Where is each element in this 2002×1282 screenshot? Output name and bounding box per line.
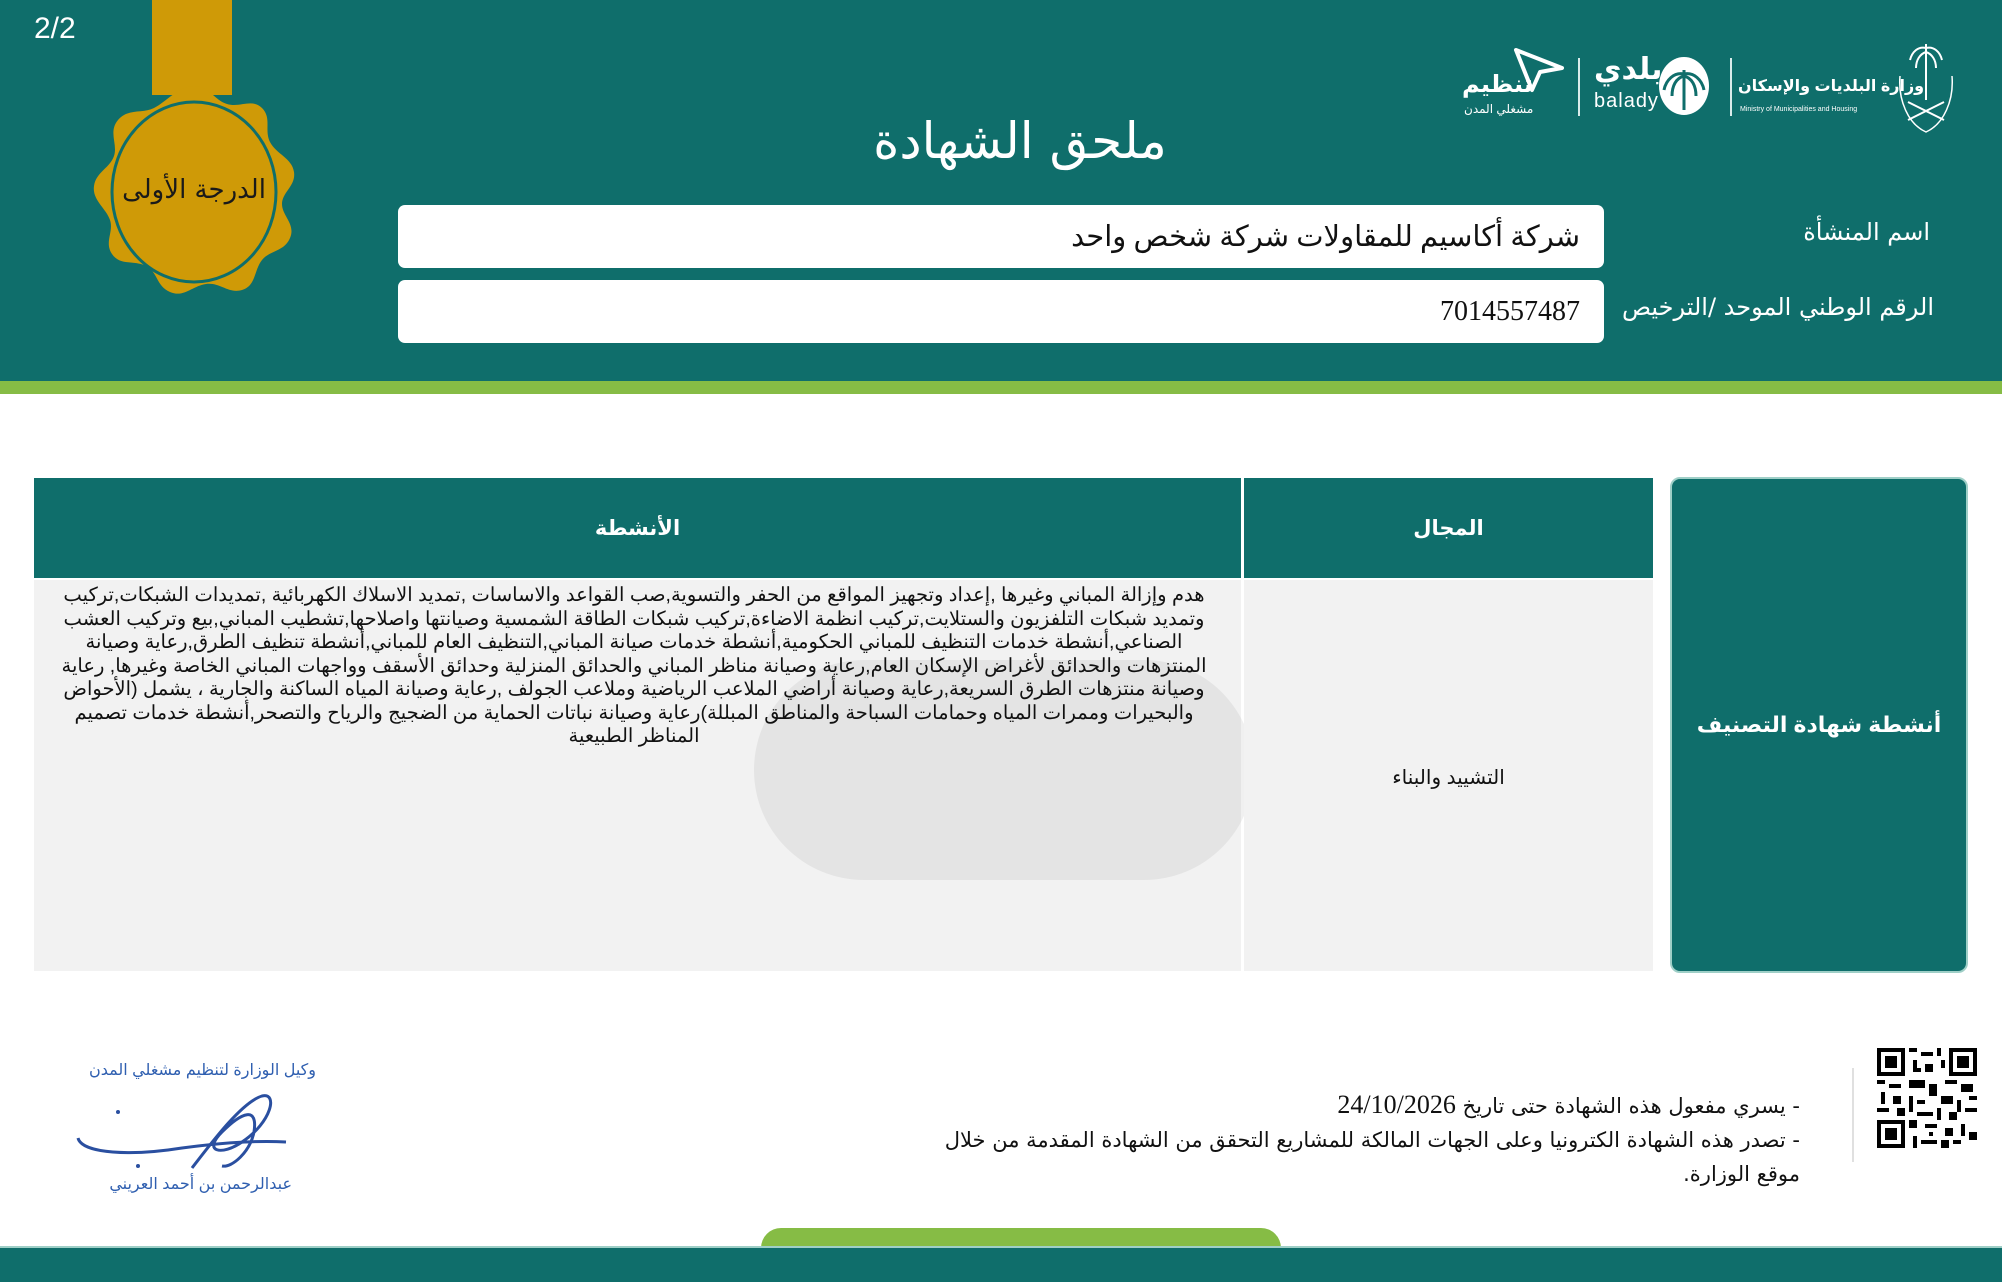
table-row-domain-cell	[1244, 580, 1653, 971]
establishment-name-label: اسم المنشأة	[1803, 218, 1930, 246]
header-logos	[1440, 40, 1960, 140]
table-row	[34, 580, 1241, 971]
establishment-name-field	[398, 205, 1604, 268]
verification-note: - تصدر هذه الشهادة الكترونيا وعلى الجهات المالكة للمشاريع التحقق من الشهادة المقدمة من خلال موقع الوزارة.	[944, 1128, 1800, 1186]
grade-label: الدرجة الأولى	[122, 175, 266, 205]
footer-bar	[0, 1246, 2002, 1282]
page-counter: 2/2	[34, 12, 76, 45]
national-number-field	[398, 280, 1604, 343]
activities-text: هدم وإزالة المباني وغيرها ,إعداد وتجهيز المواقع من الحفر والتسوية,صب القواعد والاساسات ,تمديد الاسلاك الكهربائية ,تمديدات الشبكات,تركيب وتمديد شبكات التلفزيون والستلايت,تركيب انظمة الاضاءة,تركيب شبكات الطاقة الشمسية وصيانتها واصلاحها,تشطيب المباني,بيع وتركيب العشب الصناعي,أنشطة خدمات التنظيف للمباني الحكومية,أنشطة خدمات صيانة المباني,التنظيف العام للمباني,أنشطة تنظيف الطرق,رعاية وصيانة المنتزهات والحدائق لأغراض الإسكان العام,رعاية وصيانة مناظر المباني والحدائق المنزلية وحدائق الأسقف وواجهات المباني الخاصة وغيرها, رعاية وصيانة منتزهات الطرق السريعة,رعاية وصيانة أراضي الملاعب الرياضية وملاعب الجولف ,رعاية وصيانة المياه الساكنة والجارية ، يشمل (الأحواض والبحيرات وممرات المياه وحمامات السباحة والمناطق المبللة)رعاية وصيانة نباتات الحماية من الضجيج والرياح والتصحر,أنشطة خدمات تصميم المناظر الطبيعية	[61, 584, 1207, 747]
domain-text: التشييد والبناء	[1392, 767, 1505, 789]
header-domain: المجال	[1244, 478, 1653, 578]
validity-prefix: - يسري مفعول هذه الشهادة حتى تاريخ	[1462, 1094, 1800, 1118]
validity-note	[900, 1088, 1800, 1123]
ministry-arabic: وزارة البلديات والإسكان	[1738, 78, 1925, 95]
signature-block	[62, 1058, 322, 1208]
certificate-notes	[900, 1088, 1800, 1191]
palm-icon	[1658, 56, 1710, 116]
classification-activities-label: أنشطة شهادة التصنيف	[1696, 712, 1942, 737]
activities-table	[34, 478, 1653, 971]
tanzeem-subtitle: مشغلي المدن	[1464, 102, 1534, 116]
validity-date: 24/10/2026	[1337, 1090, 1456, 1119]
grade-badge	[84, 80, 304, 300]
footer-accent-tab	[761, 1228, 1281, 1248]
qr-divider	[1852, 1068, 1854, 1162]
establishment-name-value: شركة أكاسيم للمقاولات شركة شخص واحد	[1071, 221, 1580, 253]
header-activities: الأنشطة	[34, 478, 1241, 578]
signatory-name: عبدالرحمن بن أحمد العريني	[109, 1176, 292, 1193]
qr-code-icon	[1877, 1048, 1977, 1148]
tanzeem-logo	[1440, 40, 1570, 130]
national-number-label: الرقم الوطني الموحد /الترخيص	[1622, 293, 1934, 321]
ministry-emblem-icon	[1894, 40, 1958, 136]
page-title: ملحق الشهادة	[873, 112, 1167, 170]
logo-divider	[1578, 58, 1580, 116]
signatory-title: وكيل الوزارة لتنظيم مشغلي المدن	[89, 1062, 316, 1079]
balady-arabic: بلدي	[1594, 53, 1663, 86]
balady-logo	[1586, 40, 1716, 130]
qr-code[interactable]	[1877, 1048, 1977, 1148]
classification-activities-panel	[1670, 477, 1968, 973]
balady-latin: balady	[1594, 90, 1659, 112]
tanzeem-title: تنظيم	[1462, 71, 1533, 98]
ministry-logo	[1736, 40, 1960, 140]
logo-divider	[1730, 58, 1732, 116]
national-number-value: 7014557487	[1440, 295, 1580, 327]
ministry-english: Ministry of Municipalities and Housing	[1740, 106, 1858, 113]
header-accent-band	[0, 381, 2002, 394]
handwritten-signature-icon	[72, 1082, 292, 1182]
